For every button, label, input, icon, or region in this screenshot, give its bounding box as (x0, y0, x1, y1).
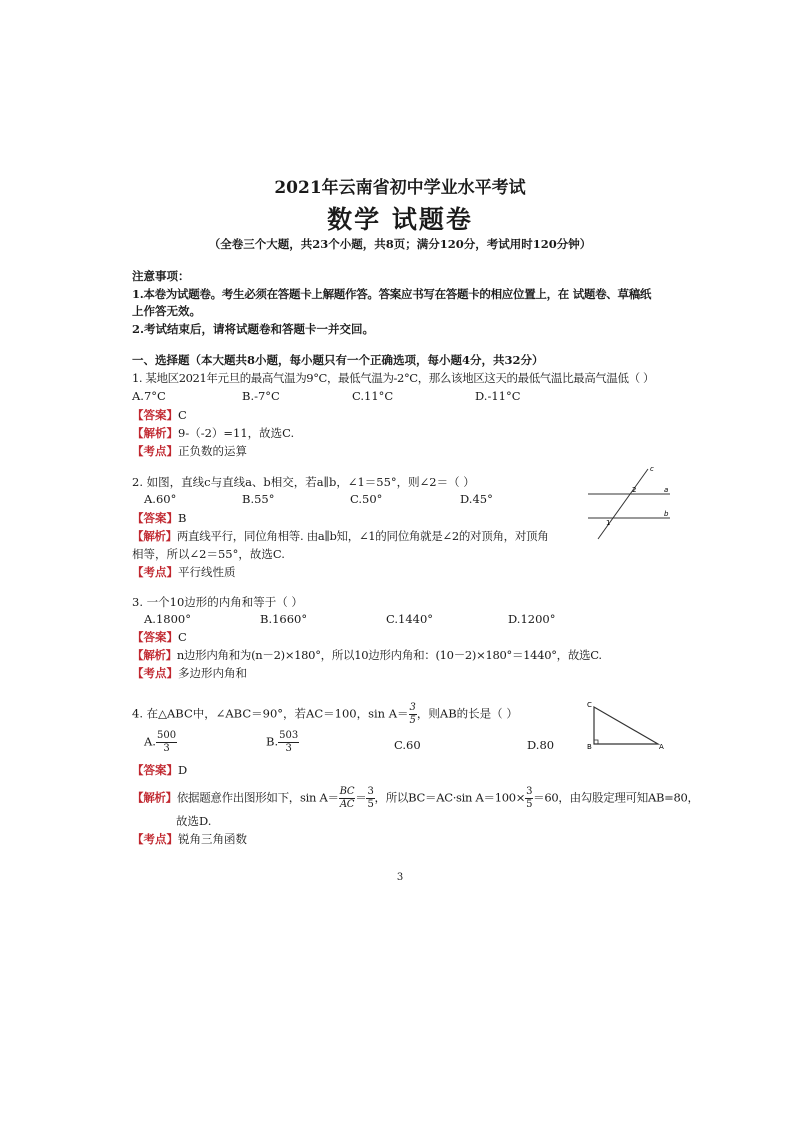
q2-option-c: C.50° (350, 492, 383, 506)
denominator: 3 (285, 743, 292, 754)
q4-point: 锐角三角函数 (178, 832, 247, 846)
page-number: 3 (396, 872, 404, 883)
exam-info: （全卷三个大题，共23个小题，共8页；满分120分，考试用时120分钟） (208, 237, 592, 251)
q4-fraction-3-5 (366, 786, 374, 811)
analysis-label: 【解析】 (132, 790, 177, 805)
numerator: 3 (409, 702, 416, 713)
label-b: B (587, 743, 592, 751)
q4-answer: D (178, 763, 188, 777)
notice-heading: 注意事项： (132, 269, 190, 283)
numerator: 3 (367, 786, 374, 797)
q2-point: 平行线性质 (178, 565, 236, 579)
q1-point-row (132, 443, 247, 459)
q3-answer-row (132, 629, 187, 645)
denominator: AC (339, 799, 355, 810)
denominator: 5 (526, 799, 533, 810)
option-prefix: A. (144, 734, 156, 749)
q3-option-a: A.1800° (144, 612, 191, 626)
point-label: 【考点】 (132, 666, 178, 680)
q3-analysis: n边形内角和为(n－2)×180°，所以10边形内角和：(10－2)×180°＝1440°，故选C. (176, 648, 602, 662)
label-a: a (664, 486, 669, 494)
q3-stem: 3. 一个10边形的内角和等于（ ） (132, 595, 303, 609)
q3-point: 多边形内角和 (178, 666, 247, 680)
numerator: 500 (156, 730, 177, 741)
q1-analysis-row (132, 425, 294, 441)
q1-option-a: A.7°C (132, 389, 166, 403)
notice-line-2: 2.考试结束后，请将试题卷和答题卡一并交回。 (132, 322, 375, 336)
q3-answer: C (178, 630, 187, 644)
option-prefix: B. (266, 734, 279, 749)
q4-option-a-fraction (156, 730, 177, 755)
label-angle-2: 2 (632, 486, 637, 494)
q2-analysis-1: 两直线平行，同位角相等. 由a∥b知，∠1的同位角就是∠2的对顶角，对顶角 (176, 529, 549, 543)
q2-option-b: B.55° (242, 492, 275, 506)
label-a: A (659, 743, 664, 751)
q4-analysis-b: ，所以BC＝AC·sin A＝100× (374, 790, 526, 805)
q4-right-triangle-figure (584, 698, 668, 752)
section-heading: 一、选择题（本大题共8小题，每小题只有一个正确选项，每小题4分，共32分） (132, 353, 544, 367)
exam-title: 2021年云南省初中学业水平考试 (274, 178, 526, 198)
paper-subtitle: 数学 试题卷 (327, 205, 473, 234)
q2-option-a: A.60° (144, 492, 177, 506)
q1-option-d: D.-11°C (475, 389, 521, 403)
q4-stem-b: ，则AB的长是（ ） (416, 706, 518, 721)
q4-answer-row (132, 762, 187, 778)
q4-stem-a: 4. 在△ABC中，∠ABC＝90°，若AC＝100，sin A＝ (132, 706, 409, 721)
label-angle-1: 1 (606, 519, 611, 527)
q2-option-d: D.45° (460, 492, 493, 506)
q1-answer-row (132, 407, 187, 423)
denominator: 3 (163, 743, 170, 754)
numerator: BC (339, 786, 355, 797)
answer-label: 【答案】 (132, 630, 178, 644)
analysis-label: 【解析】 (132, 529, 177, 543)
q4-option-a (144, 730, 177, 755)
q1-point: 正负数的运算 (178, 444, 247, 458)
q2-answer-row (132, 510, 186, 526)
triangle-abc (594, 707, 658, 744)
q2-stem: 2. 如图，直线c与直线a、b相交，若a∥b，∠1＝55°，则∠2＝（ ） (132, 475, 475, 489)
point-label: 【考点】 (132, 444, 178, 458)
q2-answer: B (178, 511, 187, 525)
q1-option-b: B.-7°C (242, 389, 280, 403)
q2-parallel-lines-figure (584, 463, 674, 543)
q4-analysis-c: ＝60，由勾股定理可知AB=80， (533, 790, 699, 805)
q4-point-row (132, 831, 247, 847)
point-label: 【考点】 (132, 565, 178, 579)
numerator: 503 (279, 730, 299, 741)
notice-line-1: 1.本卷为试题卷。考生必须在答题卡上解题作答。答案应书写在答题卡的相应位置上，在 试题卷、草稿纸 (132, 287, 652, 301)
line-c (598, 469, 648, 539)
q1-answer: C (178, 408, 187, 422)
label-c: C (587, 701, 592, 709)
numerator: 3 (526, 786, 533, 797)
q4-fraction-3-5-b (525, 786, 533, 811)
q4-fraction-bc-ac (339, 786, 356, 811)
q2-analysis-row (132, 528, 548, 544)
q4-analysis-row (132, 786, 699, 811)
q1-option-c: C.11°C (352, 389, 394, 403)
q1-analysis: 9-（-2）=11，故选C. (178, 426, 295, 440)
analysis-label: 【解析】 (132, 426, 178, 440)
equals-sign: ＝ (355, 790, 367, 805)
q4-analysis-2: 故选D. (176, 814, 212, 828)
denominator: 5 (367, 799, 374, 810)
q3-analysis-row (132, 647, 602, 663)
q4-stem (132, 702, 518, 727)
q4-stem-fraction (409, 702, 417, 727)
q2-point-row (132, 564, 236, 580)
analysis-label: 【解析】 (132, 648, 177, 662)
q4-option-c: C.60 (394, 738, 421, 752)
q4-option-b-fraction (278, 730, 299, 755)
label-c: c (650, 465, 654, 473)
notice-line-1b: 上作答无效。 (132, 304, 201, 318)
q1-stem: 1. 某地区2021年元旦的最高气温为9°C，最低气温为-2°C，那么该地区这天的最低气温比最高气温低（ ） (132, 371, 655, 385)
q3-option-b: B.1660° (260, 612, 308, 626)
q3-option-d: D.1200° (508, 612, 556, 626)
q4-option-d: D.80 (527, 738, 555, 752)
answer-label: 【答案】 (132, 408, 178, 422)
q4-analysis-a: 依据题意作出图形如下，sin A＝ (176, 790, 339, 805)
q4-option-b (266, 730, 299, 755)
q3-point-row (132, 665, 247, 681)
denominator: 5 (409, 715, 416, 726)
q2-analysis-2: 相等，所以∠2＝55°，故选C. (132, 547, 285, 561)
label-b: b (664, 510, 669, 518)
q3-option-c: C.1440° (386, 612, 434, 626)
answer-label: 【答案】 (132, 511, 178, 525)
point-label: 【考点】 (132, 832, 178, 846)
answer-label: 【答案】 (132, 763, 178, 777)
